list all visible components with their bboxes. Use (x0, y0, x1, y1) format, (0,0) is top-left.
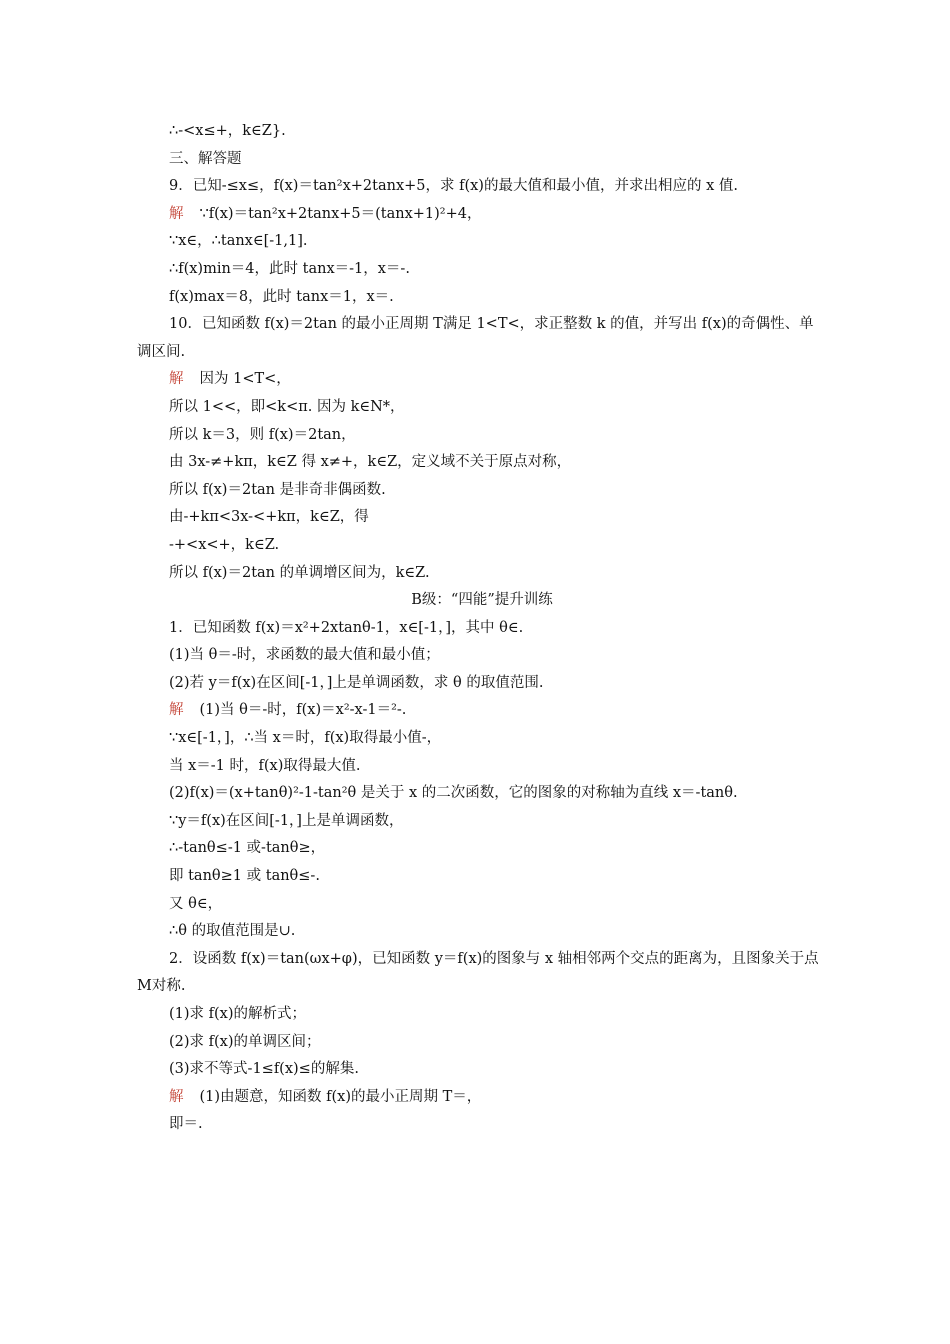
line-text: ∴-tanθ≤-1 或-tanθ≥， (169, 840, 326, 857)
line-text: ∵x∈[-1，]，∴当 x＝时，f(x)取得最小值-， (169, 730, 442, 747)
text-line (137, 946, 827, 1001)
line-text: ∴f(x)min＝4，此时 tanx＝-1，x＝-. (169, 260, 410, 277)
line-text: ∴-<x≤+，k∈Z}. (169, 123, 286, 139)
text-line (137, 449, 827, 477)
line-text: 因为 1<T<， (199, 371, 291, 388)
text-line (137, 697, 827, 725)
text-line (137, 532, 827, 560)
line-text: 由 3x-≠+kπ，k∈Z 得 x≠+，k∈Z，定义域不关于原点对称， (169, 454, 572, 471)
line-text: B级：“四能”提升训练 (411, 592, 553, 609)
text-line (137, 780, 827, 808)
solution-marker: 解 (169, 371, 184, 388)
line-text: ∴θ 的取值范围是∪. (169, 923, 296, 940)
line-text: 又 θ∈， (169, 895, 223, 912)
text-line (137, 1001, 827, 1029)
text-line (137, 284, 827, 312)
text-line (137, 891, 827, 919)
text-line (137, 615, 827, 643)
text-line (137, 504, 827, 532)
text-line (137, 560, 827, 588)
solution-marker: 解 (169, 702, 184, 719)
text-line (137, 1111, 827, 1139)
line-text: ∵y＝f(x)在区间[-1，]上是单调函数， (169, 812, 404, 829)
line-text: (1)当 θ＝-时，求函数的最大值和最小值； (169, 647, 440, 664)
line-text: 10．已知函数 f(x)＝2tan 的最小正周期 T满足 1<T<，求正整数 k 的值，并写出 f(x)的奇偶性、单调区间. (137, 316, 814, 360)
line-text: (1)求 f(x)的解析式； (169, 1006, 307, 1022)
line-text: 所以 f(x)＝2tan 是非奇非偶函数. (169, 481, 386, 498)
text-line (137, 311, 827, 366)
text-line (137, 201, 827, 229)
line-text: 2．设函数 f(x)＝tan(ωx+φ)，已知函数 y＝f(x)的图象与 x 轴相邻两个交点的距离为，且图象关于点 M对称. (137, 950, 819, 995)
document-body (137, 118, 827, 1139)
text-line (137, 366, 827, 394)
line-text: (1)当 θ＝-时，f(x)＝x²-x-1＝²-. (199, 702, 407, 719)
line-text: (2)若 y＝f(x)在区间[-1，]上是单调函数，求 θ 的取值范围. (169, 674, 544, 691)
line-text: -+<x<+，k∈Z. (169, 536, 280, 553)
text-line (137, 1056, 827, 1084)
line-text: (1)由题意，知函数 f(x)的最小正周期 T＝， (199, 1088, 482, 1105)
line-text: (2)f(x)＝(x+tanθ)²-1-tan²θ 是关于 x 的二次函数，它的图象的对称轴为直线 x＝-tanθ. (169, 785, 738, 802)
line-text: 1．已知函数 f(x)＝x²+2xtanθ-1，x∈[-1，]，其中 θ∈. (169, 619, 524, 636)
text-line (137, 1084, 827, 1112)
text-line (137, 256, 827, 284)
line-text: 由-+kπ<3x-<+kπ，k∈Z，得 (169, 509, 369, 526)
text-line (137, 753, 827, 781)
text-line (137, 835, 827, 863)
text-line (137, 146, 827, 174)
solution-marker: 解 (169, 205, 184, 222)
line-text: ∵f(x)＝tan²x+2tanx+5＝(tanx+1)²+4， (199, 205, 482, 222)
text-line (137, 670, 827, 698)
line-text: (3)求不等式-1≤f(x)≤的解集. (169, 1061, 359, 1078)
line-text: 所以 k＝3，则 f(x)＝2tan， (169, 426, 356, 443)
text-line (137, 228, 827, 256)
solution-marker: 解 (169, 1088, 184, 1105)
text-line (137, 587, 827, 615)
text-line (137, 918, 827, 946)
text-line (137, 422, 827, 450)
line-text: 所以 1<<，即<k<π. 因为 k∈N*， (169, 398, 405, 415)
text-line (137, 118, 827, 146)
text-line (137, 863, 827, 891)
text-line (137, 642, 827, 670)
line-text: 即＝. (169, 1116, 203, 1133)
line-text: 所以 f(x)＝2tan 的单调增区间为，k∈Z. (169, 564, 430, 581)
line-text: 三、解答题 (169, 150, 242, 167)
text-line (137, 173, 827, 201)
line-text: (2)求 f(x)的单调区间； (169, 1033, 321, 1050)
text-line (137, 477, 827, 505)
line-text: 9．已知-≤x≤，f(x)＝tan²x+2tanx+5，求 f(x)的最大值和最小值，并求出相应的 x 值. (169, 178, 738, 195)
text-line (137, 394, 827, 422)
line-text: ∵x∈，∴tanx∈[-1,1]. (169, 233, 308, 250)
text-line (137, 1029, 827, 1057)
text-line (137, 808, 827, 836)
line-text: f(x)max＝8，此时 tanx＝1，x＝. (169, 288, 394, 305)
text-line (137, 725, 827, 753)
line-text: 即 tanθ≥1 或 tanθ≤-. (169, 868, 320, 885)
line-text: 当 x＝-1 时，f(x)取得最大值. (169, 757, 361, 774)
